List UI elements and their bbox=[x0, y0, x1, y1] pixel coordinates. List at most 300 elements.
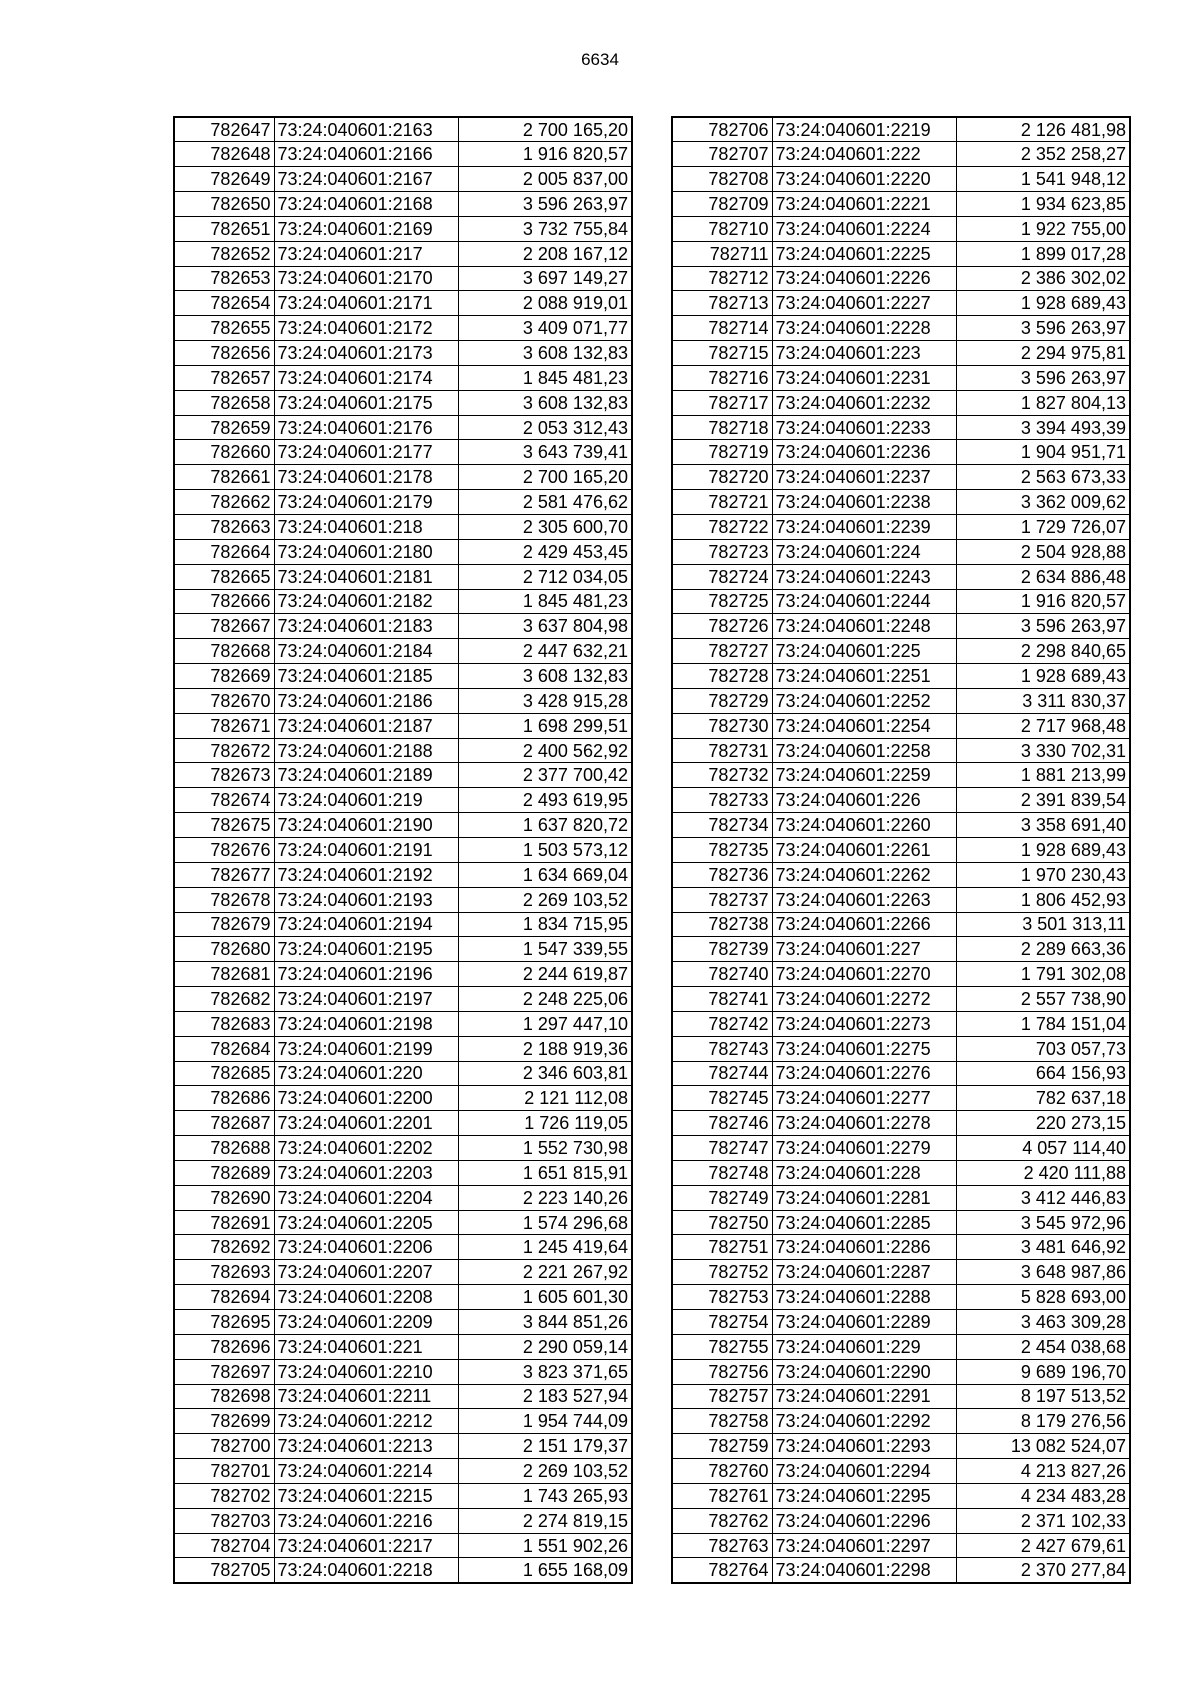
record-number-cell: 782724 bbox=[672, 564, 772, 589]
cadastral-value-cell: 1 904 951,71 bbox=[956, 440, 1130, 465]
record-number-cell: 782663 bbox=[174, 515, 274, 540]
table-row bbox=[672, 1508, 1130, 1533]
cadastral-number-cell: 73:24:040601:2175 bbox=[274, 390, 458, 415]
record-number-cell: 782737 bbox=[672, 887, 772, 912]
cadastral-value-cell: 1 605 601,30 bbox=[458, 1285, 632, 1310]
cadastral-value-cell: 3 596 263,97 bbox=[956, 614, 1130, 639]
table-row bbox=[672, 241, 1130, 266]
cadastral-value-cell: 2 493 619,95 bbox=[458, 788, 632, 813]
record-number-cell: 782730 bbox=[672, 713, 772, 738]
table-row bbox=[672, 937, 1130, 962]
record-number-cell: 782659 bbox=[174, 415, 274, 440]
cadastral-value-cell: 1 637 820,72 bbox=[458, 813, 632, 838]
cadastral-value-cell: 2 126 481,98 bbox=[956, 117, 1130, 142]
cadastral-number-cell: 73:24:040601:2174 bbox=[274, 365, 458, 390]
record-number-cell: 782733 bbox=[672, 788, 772, 813]
record-number-cell: 782752 bbox=[672, 1260, 772, 1285]
cadastral-value-cell: 1 916 820,57 bbox=[458, 142, 632, 167]
record-number-cell: 782703 bbox=[174, 1508, 274, 1533]
record-number-cell: 782679 bbox=[174, 912, 274, 937]
table-row bbox=[174, 1558, 632, 1583]
table-row bbox=[174, 589, 632, 614]
record-number-cell: 782674 bbox=[174, 788, 274, 813]
cadastral-value-cell: 782 637,18 bbox=[956, 1086, 1130, 1111]
record-number-cell: 782647 bbox=[174, 117, 274, 142]
record-number-cell: 782678 bbox=[174, 887, 274, 912]
cadastral-number-cell: 73:24:040601:2180 bbox=[274, 539, 458, 564]
table-row bbox=[672, 639, 1130, 664]
cadastral-value-cell: 2 429 453,45 bbox=[458, 539, 632, 564]
cadastral-number-cell: 73:24:040601:2292 bbox=[772, 1409, 956, 1434]
table-row bbox=[672, 1533, 1130, 1558]
cadastral-value-cell: 2 420 111,88 bbox=[956, 1160, 1130, 1185]
table-row bbox=[174, 341, 632, 366]
table-row bbox=[174, 912, 632, 937]
cadastral-number-cell: 73:24:040601:2239 bbox=[772, 515, 956, 540]
table-row bbox=[672, 1558, 1130, 1583]
record-number-cell: 782664 bbox=[174, 539, 274, 564]
record-number-cell: 782695 bbox=[174, 1310, 274, 1335]
table-row bbox=[174, 862, 632, 887]
table-row bbox=[672, 713, 1130, 738]
record-number-cell: 782746 bbox=[672, 1111, 772, 1136]
cadastral-value-cell: 2 427 679,61 bbox=[956, 1533, 1130, 1558]
record-number-cell: 782751 bbox=[672, 1235, 772, 1260]
cadastral-value-cell: 1 503 573,12 bbox=[458, 837, 632, 862]
cadastral-value-cell: 1 954 744,09 bbox=[458, 1409, 632, 1434]
table-row bbox=[174, 390, 632, 415]
table-row bbox=[174, 216, 632, 241]
cadastral-number-cell: 73:24:040601:2168 bbox=[274, 192, 458, 217]
table-row bbox=[672, 664, 1130, 689]
table-row bbox=[672, 1011, 1130, 1036]
cadastral-number-cell: 73:24:040601:2266 bbox=[772, 912, 956, 937]
cadastral-number-cell: 73:24:040601:2231 bbox=[772, 365, 956, 390]
cadastral-number-cell: 73:24:040601:2195 bbox=[274, 937, 458, 962]
cadastral-value-cell: 3 362 009,62 bbox=[956, 490, 1130, 515]
cadastral-value-cell: 2 053 312,43 bbox=[458, 415, 632, 440]
table-row bbox=[174, 291, 632, 316]
cadastral-number-cell: 73:24:040601:2182 bbox=[274, 589, 458, 614]
record-number-cell: 782726 bbox=[672, 614, 772, 639]
cadastral-number-cell: 73:24:040601:2220 bbox=[772, 167, 956, 192]
record-number-cell: 782741 bbox=[672, 987, 772, 1012]
cadastral-value-cell: 1 784 151,04 bbox=[956, 1011, 1130, 1036]
record-number-cell: 782709 bbox=[672, 192, 772, 217]
table-row bbox=[174, 142, 632, 167]
record-number-cell: 782715 bbox=[672, 341, 772, 366]
table-row bbox=[174, 738, 632, 763]
cadastral-value-cell: 1 845 481,23 bbox=[458, 365, 632, 390]
record-number-cell: 782748 bbox=[672, 1160, 772, 1185]
cadastral-number-cell: 73:24:040601:2218 bbox=[274, 1558, 458, 1583]
table-row bbox=[672, 316, 1130, 341]
cadastral-value-cell: 1 726 119,05 bbox=[458, 1111, 632, 1136]
record-number-cell: 782704 bbox=[174, 1533, 274, 1558]
table-row bbox=[672, 1036, 1130, 1061]
table-row bbox=[174, 241, 632, 266]
table-row bbox=[174, 1533, 632, 1558]
cadastral-number-cell: 73:24:040601:2273 bbox=[772, 1011, 956, 1036]
record-number-cell: 782738 bbox=[672, 912, 772, 937]
table-row bbox=[672, 564, 1130, 589]
cadastral-number-cell: 73:24:040601:217 bbox=[274, 241, 458, 266]
table-row bbox=[174, 167, 632, 192]
cadastral-number-cell: 73:24:040601:2221 bbox=[772, 192, 956, 217]
cadastral-value-cell: 2 208 167,12 bbox=[458, 241, 632, 266]
record-number-cell: 782718 bbox=[672, 415, 772, 440]
cadastral-number-cell: 73:24:040601:2259 bbox=[772, 763, 956, 788]
table-row bbox=[174, 192, 632, 217]
table-row bbox=[174, 1160, 632, 1185]
cadastral-value-cell: 2 371 102,33 bbox=[956, 1508, 1130, 1533]
cadastral-number-cell: 73:24:040601:2217 bbox=[274, 1533, 458, 1558]
record-number-cell: 782708 bbox=[672, 167, 772, 192]
cadastral-value-cell: 4 057 114,40 bbox=[956, 1136, 1130, 1161]
cadastral-value-cell: 2 370 277,84 bbox=[956, 1558, 1130, 1583]
table-row bbox=[672, 266, 1130, 291]
cadastral-number-cell: 73:24:040601:2192 bbox=[274, 862, 458, 887]
record-number-cell: 782697 bbox=[174, 1359, 274, 1384]
table-row bbox=[672, 1384, 1130, 1409]
cadastral-value-cell: 3 844 851,26 bbox=[458, 1310, 632, 1335]
cadastral-number-cell: 73:24:040601:2179 bbox=[274, 490, 458, 515]
table-row bbox=[174, 937, 632, 962]
record-number-cell: 782701 bbox=[174, 1459, 274, 1484]
table-row bbox=[672, 1359, 1130, 1384]
table-row bbox=[672, 465, 1130, 490]
record-number-cell: 782736 bbox=[672, 862, 772, 887]
cadastral-value-cell: 2 454 038,68 bbox=[956, 1334, 1130, 1359]
record-number-cell: 782729 bbox=[672, 688, 772, 713]
cadastral-number-cell: 73:24:040601:2181 bbox=[274, 564, 458, 589]
record-number-cell: 782690 bbox=[174, 1185, 274, 1210]
cadastral-number-cell: 73:24:040601:2285 bbox=[772, 1210, 956, 1235]
record-number-cell: 782693 bbox=[174, 1260, 274, 1285]
table-row bbox=[672, 1210, 1130, 1235]
record-number-cell: 782764 bbox=[672, 1558, 772, 1583]
record-number-cell: 782653 bbox=[174, 266, 274, 291]
cadastral-value-cell: 3 596 263,97 bbox=[458, 192, 632, 217]
cadastral-value-cell: 3 428 915,28 bbox=[458, 688, 632, 713]
cadastral-number-cell: 73:24:040601:2166 bbox=[274, 142, 458, 167]
cadastral-number-cell: 73:24:040601:2236 bbox=[772, 440, 956, 465]
cadastral-value-cell: 3 637 804,98 bbox=[458, 614, 632, 639]
record-number-cell: 782755 bbox=[672, 1334, 772, 1359]
table-row bbox=[174, 813, 632, 838]
cadastral-number-cell: 73:24:040601:220 bbox=[274, 1061, 458, 1086]
cadastral-value-cell: 3 311 830,37 bbox=[956, 688, 1130, 713]
table-row bbox=[174, 1185, 632, 1210]
cadastral-number-cell: 73:24:040601:2237 bbox=[772, 465, 956, 490]
table-row bbox=[672, 887, 1130, 912]
record-number-cell: 782706 bbox=[672, 117, 772, 142]
table-row bbox=[174, 1334, 632, 1359]
cadastral-value-cell: 13 082 524,07 bbox=[956, 1434, 1130, 1459]
table-row bbox=[672, 515, 1130, 540]
cadastral-value-cell: 2 305 600,70 bbox=[458, 515, 632, 540]
cadastral-number-cell: 73:24:040601:2206 bbox=[274, 1235, 458, 1260]
record-number-cell: 782750 bbox=[672, 1210, 772, 1235]
record-number-cell: 782673 bbox=[174, 763, 274, 788]
table-row bbox=[174, 365, 632, 390]
cadastral-number-cell: 73:24:040601:2163 bbox=[274, 117, 458, 142]
table-row bbox=[672, 365, 1130, 390]
record-number-cell: 782758 bbox=[672, 1409, 772, 1434]
table-row bbox=[672, 341, 1130, 366]
cadastral-value-cell: 1 552 730,98 bbox=[458, 1136, 632, 1161]
cadastral-value-cell: 4 213 827,26 bbox=[956, 1459, 1130, 1484]
cadastral-value-cell: 3 358 691,40 bbox=[956, 813, 1130, 838]
cadastral-number-cell: 73:24:040601:2258 bbox=[772, 738, 956, 763]
table-row bbox=[672, 688, 1130, 713]
cadastral-value-cell: 1 899 017,28 bbox=[956, 241, 1130, 266]
record-number-cell: 782722 bbox=[672, 515, 772, 540]
table-row bbox=[174, 415, 632, 440]
table-row bbox=[174, 1459, 632, 1484]
cadastral-number-cell: 73:24:040601:2169 bbox=[274, 216, 458, 241]
record-number-cell: 782687 bbox=[174, 1111, 274, 1136]
cadastral-number-cell: 73:24:040601:2281 bbox=[772, 1185, 956, 1210]
record-number-cell: 782677 bbox=[174, 862, 274, 887]
record-number-cell: 782654 bbox=[174, 291, 274, 316]
cadastral-value-cell: 1 970 230,43 bbox=[956, 862, 1130, 887]
cadastral-number-cell: 73:24:040601:221 bbox=[274, 1334, 458, 1359]
table-row bbox=[672, 962, 1130, 987]
cadastral-number-cell: 73:24:040601:2224 bbox=[772, 216, 956, 241]
cadastral-value-cell: 2 700 165,20 bbox=[458, 117, 632, 142]
cadastral-value-cell: 2 121 112,08 bbox=[458, 1086, 632, 1111]
table-row bbox=[174, 788, 632, 813]
table-row bbox=[672, 813, 1130, 838]
table-row bbox=[672, 192, 1130, 217]
record-number-cell: 782707 bbox=[672, 142, 772, 167]
record-number-cell: 782680 bbox=[174, 937, 274, 962]
table-row bbox=[672, 117, 1130, 142]
table-row bbox=[672, 837, 1130, 862]
table-row bbox=[174, 837, 632, 862]
record-number-cell: 782684 bbox=[174, 1036, 274, 1061]
table-row bbox=[672, 440, 1130, 465]
table-row bbox=[174, 1409, 632, 1434]
table-row bbox=[174, 1310, 632, 1335]
cadastral-number-cell: 73:24:040601:2171 bbox=[274, 291, 458, 316]
cadastral-number-cell: 73:24:040601:2254 bbox=[772, 713, 956, 738]
record-number-cell: 782747 bbox=[672, 1136, 772, 1161]
cadastral-number-cell: 73:24:040601:2243 bbox=[772, 564, 956, 589]
table-row bbox=[672, 589, 1130, 614]
record-number-cell: 782763 bbox=[672, 1533, 772, 1558]
cadastral-value-cell: 1 541 948,12 bbox=[956, 167, 1130, 192]
cadastral-value-cell: 3 463 309,28 bbox=[956, 1310, 1130, 1335]
cadastral-value-cell: 2 581 476,62 bbox=[458, 490, 632, 515]
cadastral-number-cell: 73:24:040601:2184 bbox=[274, 639, 458, 664]
table-row bbox=[672, 987, 1130, 1012]
record-number-cell: 782686 bbox=[174, 1086, 274, 1111]
record-number-cell: 782757 bbox=[672, 1384, 772, 1409]
cadastral-number-cell: 73:24:040601:227 bbox=[772, 937, 956, 962]
cadastral-value-cell: 2 557 738,90 bbox=[956, 987, 1130, 1012]
cadastral-value-cell: 3 501 313,11 bbox=[956, 912, 1130, 937]
cadastral-value-cell: 2 700 165,20 bbox=[458, 465, 632, 490]
record-number-cell: 782671 bbox=[174, 713, 274, 738]
table-row bbox=[672, 1483, 1130, 1508]
cadastral-value-cell: 2 183 527,94 bbox=[458, 1384, 632, 1409]
record-number-cell: 782667 bbox=[174, 614, 274, 639]
table-row bbox=[672, 1409, 1130, 1434]
table-row bbox=[174, 887, 632, 912]
table-row bbox=[174, 539, 632, 564]
cadastral-value-cell: 3 732 755,84 bbox=[458, 216, 632, 241]
cadastral-number-cell: 73:24:040601:2277 bbox=[772, 1086, 956, 1111]
cadastral-number-cell: 73:24:040601:229 bbox=[772, 1334, 956, 1359]
record-number-cell: 782668 bbox=[174, 639, 274, 664]
cadastral-value-cell: 2 269 103,52 bbox=[458, 887, 632, 912]
cadastral-number-cell: 73:24:040601:2177 bbox=[274, 440, 458, 465]
table-row bbox=[174, 266, 632, 291]
cadastral-number-cell: 73:24:040601:2212 bbox=[274, 1409, 458, 1434]
cadastral-value-cell: 1 547 339,55 bbox=[458, 937, 632, 962]
record-number-cell: 782675 bbox=[174, 813, 274, 838]
cadastral-value-cell: 3 412 446,83 bbox=[956, 1185, 1130, 1210]
table-row bbox=[174, 987, 632, 1012]
record-number-cell: 782658 bbox=[174, 390, 274, 415]
record-number-cell: 782743 bbox=[672, 1036, 772, 1061]
cadastral-value-cell: 1 743 265,93 bbox=[458, 1483, 632, 1508]
record-number-cell: 782739 bbox=[672, 937, 772, 962]
cadastral-value-cell: 1 791 302,08 bbox=[956, 962, 1130, 987]
cadastral-value-cell: 2 294 975,81 bbox=[956, 341, 1130, 366]
cadastral-number-cell: 73:24:040601:2201 bbox=[274, 1111, 458, 1136]
cadastral-value-cell: 664 156,93 bbox=[956, 1061, 1130, 1086]
table-row bbox=[174, 564, 632, 589]
record-number-cell: 782655 bbox=[174, 316, 274, 341]
cadastral-value-cell: 2 386 302,02 bbox=[956, 266, 1130, 291]
table-row bbox=[174, 1483, 632, 1508]
cadastral-number-cell: 73:24:040601:2279 bbox=[772, 1136, 956, 1161]
table-row bbox=[672, 1160, 1130, 1185]
cadastral-value-cell: 9 689 196,70 bbox=[956, 1359, 1130, 1384]
table-row bbox=[672, 614, 1130, 639]
cadastral-number-cell: 73:24:040601:2209 bbox=[274, 1310, 458, 1335]
record-number-cell: 782683 bbox=[174, 1011, 274, 1036]
cadastral-number-cell: 73:24:040601:2205 bbox=[274, 1210, 458, 1235]
record-number-cell: 782761 bbox=[672, 1483, 772, 1508]
table-row bbox=[174, 688, 632, 713]
record-number-cell: 782760 bbox=[672, 1459, 772, 1484]
record-number-cell: 782759 bbox=[672, 1434, 772, 1459]
cadastral-value-cell: 3 608 132,83 bbox=[458, 664, 632, 689]
cadastral-number-cell: 73:24:040601:2190 bbox=[274, 813, 458, 838]
table-row bbox=[672, 142, 1130, 167]
cadastral-value-cell: 2 151 179,37 bbox=[458, 1434, 632, 1459]
table-row bbox=[672, 216, 1130, 241]
cadastral-value-cell: 3 596 263,97 bbox=[956, 365, 1130, 390]
cadastral-number-cell: 73:24:040601:225 bbox=[772, 639, 956, 664]
cadastral-value-cell: 1 922 755,00 bbox=[956, 216, 1130, 241]
cadastral-number-cell: 73:24:040601:2172 bbox=[274, 316, 458, 341]
record-number-cell: 782652 bbox=[174, 241, 274, 266]
cadastral-value-cell: 2 717 968,48 bbox=[956, 713, 1130, 738]
table-row bbox=[174, 1111, 632, 1136]
record-number-cell: 782762 bbox=[672, 1508, 772, 1533]
cadastral-value-cell: 2 352 258,27 bbox=[956, 142, 1130, 167]
cadastral-number-cell: 73:24:040601:222 bbox=[772, 142, 956, 167]
record-number-cell: 782716 bbox=[672, 365, 772, 390]
cadastral-number-cell: 73:24:040601:2200 bbox=[274, 1086, 458, 1111]
cadastral-number-cell: 73:24:040601:2213 bbox=[274, 1434, 458, 1459]
record-number-cell: 782702 bbox=[174, 1483, 274, 1508]
record-number-cell: 782711 bbox=[672, 241, 772, 266]
cadastral-number-cell: 73:24:040601:2244 bbox=[772, 589, 956, 614]
cadastral-number-cell: 73:24:040601:2191 bbox=[274, 837, 458, 862]
record-number-cell: 782740 bbox=[672, 962, 772, 987]
cadastral-value-cell: 2 377 700,42 bbox=[458, 763, 632, 788]
cadastral-value-cell: 1 934 623,85 bbox=[956, 192, 1130, 217]
cadastral-number-cell: 73:24:040601:2167 bbox=[274, 167, 458, 192]
table-row bbox=[174, 1285, 632, 1310]
record-number-cell: 782749 bbox=[672, 1185, 772, 1210]
cadastral-value-cell: 3 545 972,96 bbox=[956, 1210, 1130, 1235]
cadastral-number-cell: 73:24:040601:226 bbox=[772, 788, 956, 813]
cadastral-value-cell: 3 823 371,65 bbox=[458, 1359, 632, 1384]
table-row bbox=[672, 763, 1130, 788]
cadastral-number-cell: 73:24:040601:2226 bbox=[772, 266, 956, 291]
record-number-cell: 782657 bbox=[174, 365, 274, 390]
page-number: 6634 bbox=[581, 50, 619, 69]
cadastral-value-cell: 2 223 140,26 bbox=[458, 1185, 632, 1210]
cadastral-value-cell: 8 179 276,56 bbox=[956, 1409, 1130, 1434]
table-row bbox=[174, 614, 632, 639]
cadastral-value-cell: 2 563 673,33 bbox=[956, 465, 1130, 490]
record-number-cell: 782676 bbox=[174, 837, 274, 862]
record-number-cell: 782649 bbox=[174, 167, 274, 192]
table-row bbox=[174, 1136, 632, 1161]
cadastral-number-cell: 73:24:040601:2294 bbox=[772, 1459, 956, 1484]
record-number-cell: 782692 bbox=[174, 1235, 274, 1260]
table-row bbox=[174, 1359, 632, 1384]
record-number-cell: 782665 bbox=[174, 564, 274, 589]
cadastral-number-cell: 73:24:040601:2189 bbox=[274, 763, 458, 788]
cadastral-value-cell: 220 273,15 bbox=[956, 1111, 1130, 1136]
cadastral-number-cell: 73:24:040601:2170 bbox=[274, 266, 458, 291]
record-number-cell: 782731 bbox=[672, 738, 772, 763]
cadastral-value-cell: 2 298 840,65 bbox=[956, 639, 1130, 664]
cadastral-number-cell: 73:24:040601:2227 bbox=[772, 291, 956, 316]
cadastral-value-cell: 703 057,73 bbox=[956, 1036, 1130, 1061]
cadastral-number-cell: 73:24:040601:2233 bbox=[772, 415, 956, 440]
cadastral-number-cell: 73:24:040601:2176 bbox=[274, 415, 458, 440]
record-number-cell: 782685 bbox=[174, 1061, 274, 1086]
table-row bbox=[174, 1210, 632, 1235]
cadastral-number-cell: 73:24:040601:2287 bbox=[772, 1260, 956, 1285]
cadastral-value-cell: 3 596 263,97 bbox=[956, 316, 1130, 341]
cadastral-value-cell: 1 928 689,43 bbox=[956, 291, 1130, 316]
cadastral-number-cell: 73:24:040601:2210 bbox=[274, 1359, 458, 1384]
table-row bbox=[174, 1434, 632, 1459]
cadastral-number-cell: 73:24:040601:2295 bbox=[772, 1483, 956, 1508]
cadastral-value-cell: 1 916 820,57 bbox=[956, 589, 1130, 614]
cadastral-value-cell: 8 197 513,52 bbox=[956, 1384, 1130, 1409]
cadastral-number-cell: 73:24:040601:2228 bbox=[772, 316, 956, 341]
cadastral-value-cell: 2 391 839,54 bbox=[956, 788, 1130, 813]
cadastral-number-cell: 73:24:040601:2293 bbox=[772, 1434, 956, 1459]
cadastral-number-cell: 73:24:040601:2252 bbox=[772, 688, 956, 713]
cadastral-value-cell: 2 634 886,48 bbox=[956, 564, 1130, 589]
record-number-cell: 782650 bbox=[174, 192, 274, 217]
cadastral-number-cell: 73:24:040601:2297 bbox=[772, 1533, 956, 1558]
cadastral-value-cell: 1 834 715,95 bbox=[458, 912, 632, 937]
